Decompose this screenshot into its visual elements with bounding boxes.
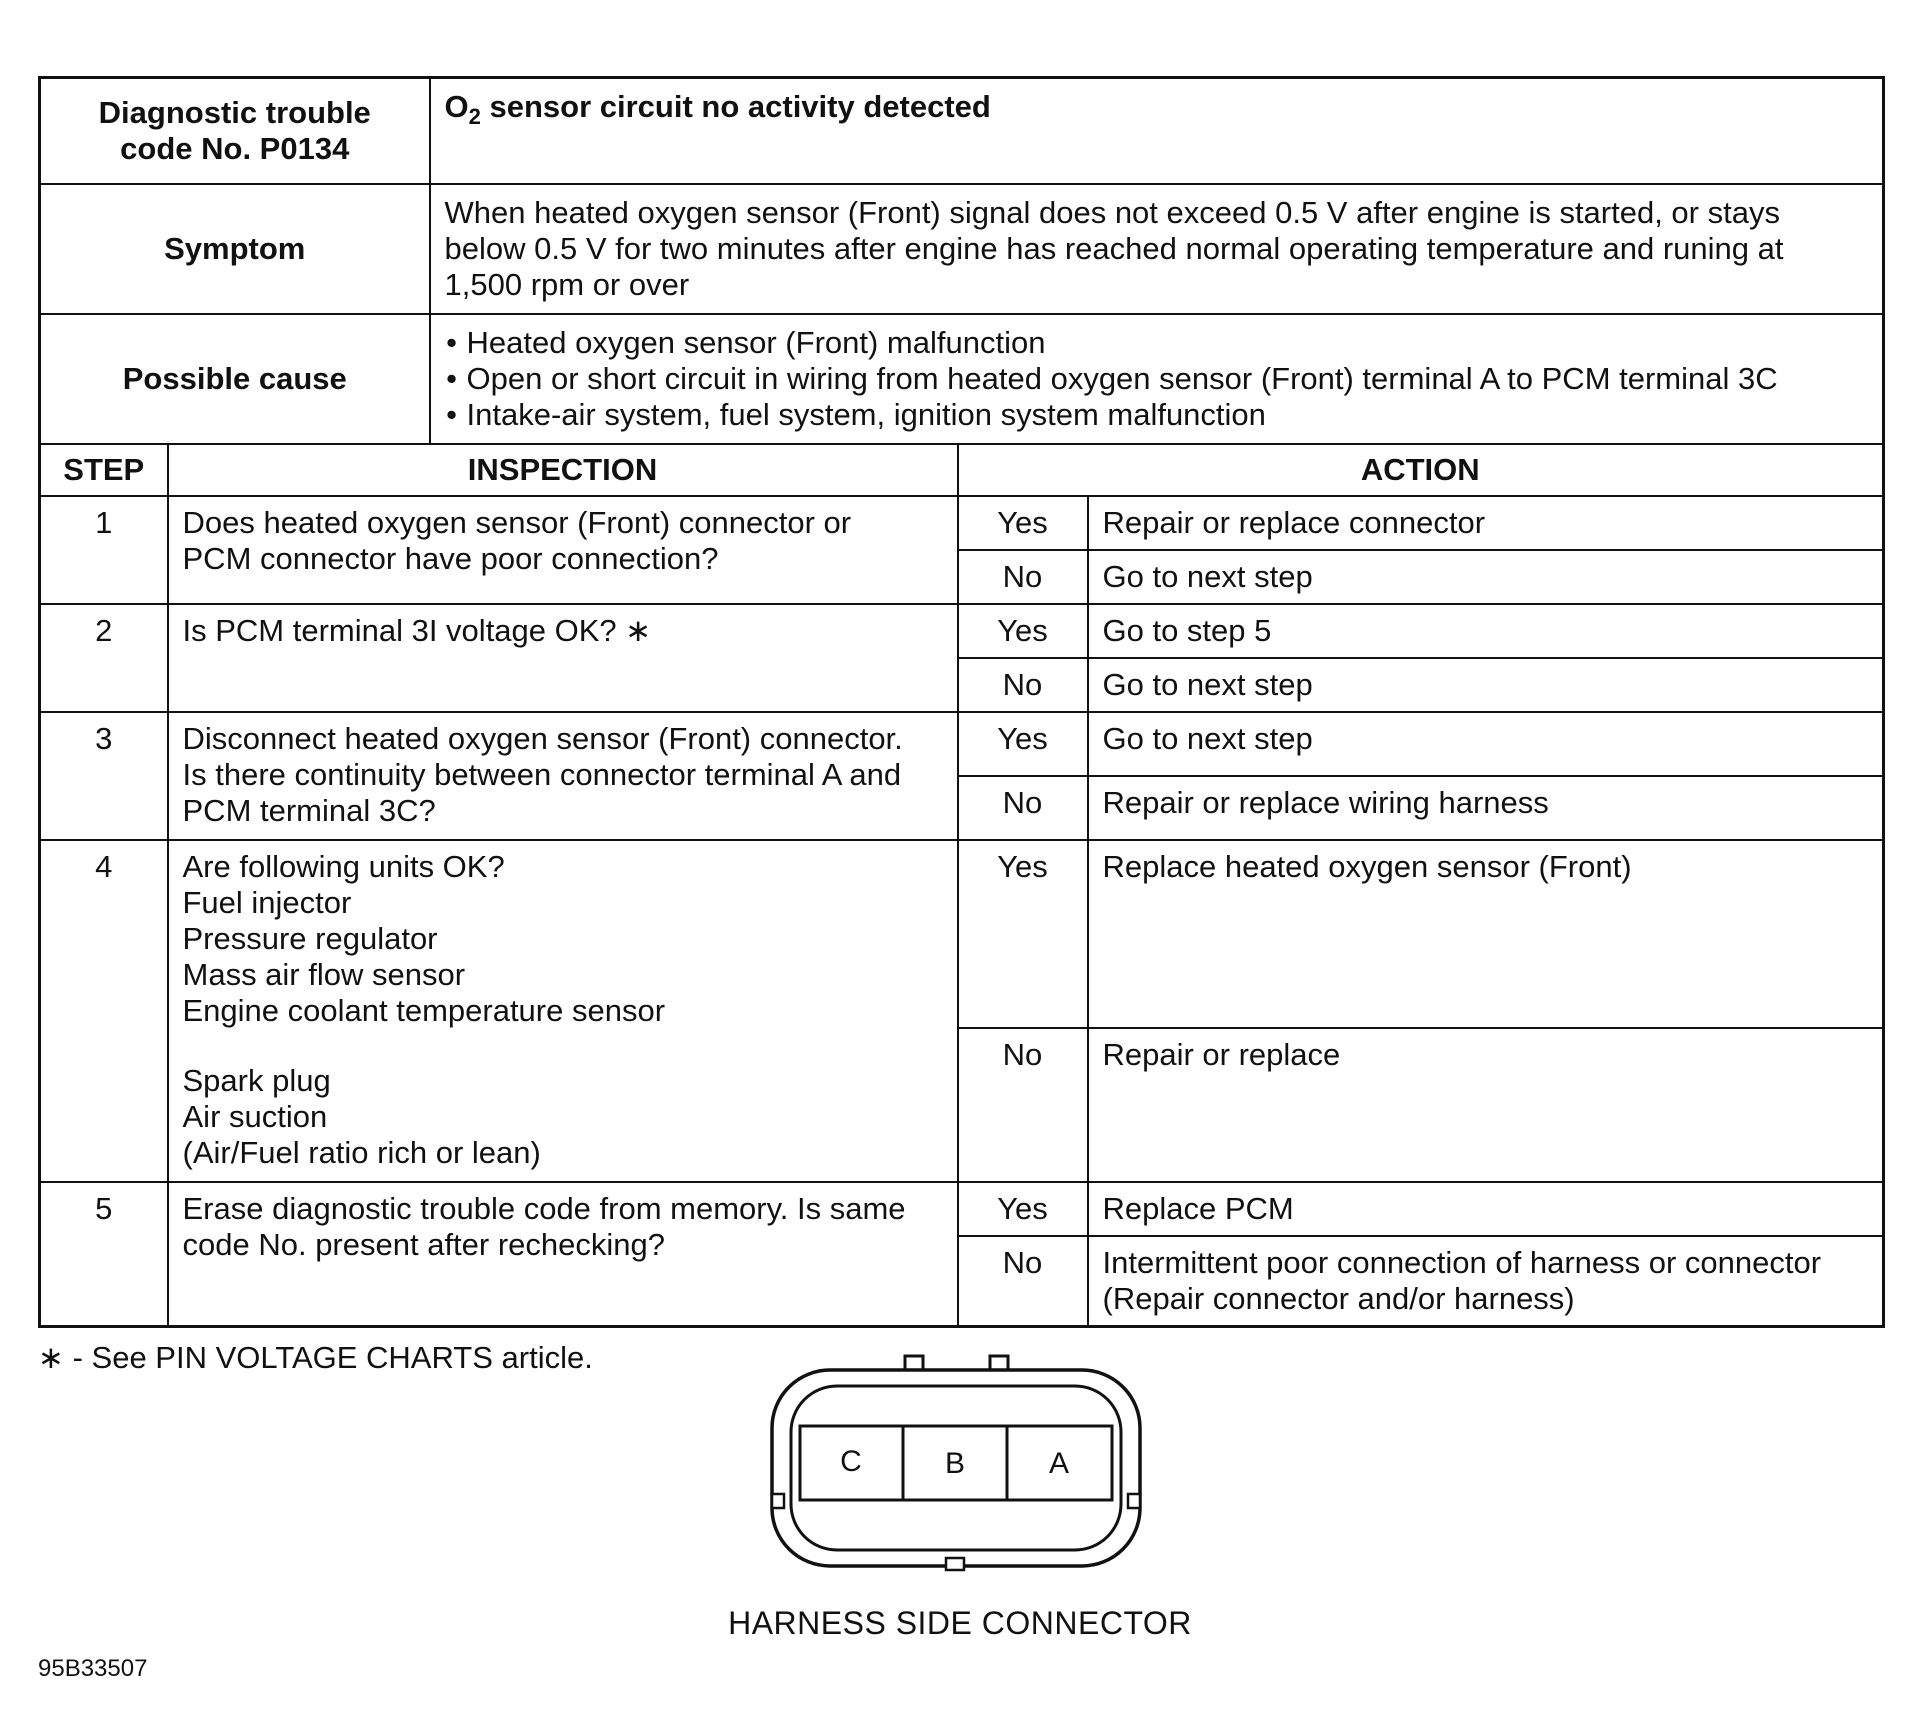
cause-item: • Intake-air system, fuel system, ignition system malfunction bbox=[437, 397, 1869, 433]
inspection-line: PCM terminal 3C? bbox=[182, 792, 436, 828]
terminal-b-label: B bbox=[944, 1447, 966, 1480]
no-label: No bbox=[958, 776, 1088, 840]
step-number: 1 bbox=[40, 496, 168, 604]
step-number: 3 bbox=[40, 712, 168, 840]
cause-item: • Open or short circuit in wiring from heated oxygen sensor (Front) terminal A to PCM terminal 3C bbox=[437, 361, 1869, 397]
yes-action: Replace PCM bbox=[1088, 1182, 1884, 1236]
diagnostic-table bbox=[38, 76, 1885, 1328]
symptom-text: When heated oxygen sensor (Front) signal does not exceed 0.5 V after engine is started, or stays below 0.5 V for two minutes after engine has reached normal operating temperature and runing at 1,500 rpm or over bbox=[430, 184, 1884, 314]
step-row bbox=[40, 1182, 1884, 1236]
inspection-line: Pressure regulator bbox=[182, 920, 438, 956]
dtc-title-subscript: 2 bbox=[468, 104, 481, 130]
step-column-header: STEP bbox=[40, 444, 168, 496]
no-action bbox=[1088, 1236, 1884, 1327]
inspection-line: Erase diagnostic trouble code from memory. Is same bbox=[182, 1190, 906, 1226]
inspection-line: Is there continuity between connector terminal A and bbox=[182, 756, 902, 792]
inspection-line: Fuel injector bbox=[182, 884, 352, 920]
yes-label: Yes bbox=[958, 496, 1088, 550]
step-inspection bbox=[168, 604, 958, 712]
cause-row bbox=[40, 314, 1884, 444]
action-line: Intermittent poor connection of harness or connector bbox=[1102, 1244, 1822, 1280]
connector-caption: HARNESS SIDE CONNECTOR bbox=[728, 1605, 1192, 1641]
terminal-a-label: A bbox=[1048, 1447, 1070, 1480]
no-label: No bbox=[958, 1028, 1088, 1182]
step-row bbox=[40, 840, 1884, 1028]
connector-svg bbox=[755, 1340, 1155, 1580]
dtc-title bbox=[430, 78, 1884, 184]
no-label: No bbox=[958, 550, 1088, 604]
no-action: Repair or replace wiring harness bbox=[1088, 776, 1884, 840]
cause-list-cell bbox=[430, 314, 1884, 444]
dtc-title-rest: sensor circuit no activity detected bbox=[480, 89, 991, 124]
yes-label: Yes bbox=[958, 712, 1088, 776]
connector-bottom-key bbox=[946, 1558, 964, 1570]
diagnostic-page bbox=[38, 76, 1882, 1328]
no-action: Go to next step bbox=[1088, 658, 1884, 712]
figure-id: 95B33507 bbox=[38, 1655, 148, 1682]
inspection-line: Disconnect heated oxygen sensor (Front) connector. bbox=[182, 720, 903, 756]
step-row bbox=[40, 712, 1884, 776]
harness-connector-diagram bbox=[755, 1340, 1155, 1580]
step-inspection bbox=[168, 496, 958, 604]
step-number: 5 bbox=[40, 1182, 168, 1327]
connector-side-notch bbox=[1128, 1494, 1140, 1508]
step-inspection bbox=[168, 840, 958, 1182]
inspection-line: Are following units OK? bbox=[182, 848, 505, 884]
terminal-c-label: C bbox=[840, 1445, 862, 1478]
no-label: No bbox=[958, 1236, 1088, 1327]
dtc-row bbox=[40, 78, 1884, 184]
no-action: Go to next step bbox=[1088, 550, 1884, 604]
inspection-column-header: INSPECTION bbox=[168, 444, 958, 496]
yes-action: Go to step 5 bbox=[1088, 604, 1884, 658]
symptom-label: Symptom bbox=[40, 184, 430, 314]
inspection-line: Is PCM terminal 3I voltage OK? ∗ bbox=[182, 612, 652, 648]
yes-action: Replace heated oxygen sensor (Front) bbox=[1088, 840, 1884, 1028]
step-number: 4 bbox=[40, 840, 168, 1182]
yes-label: Yes bbox=[958, 604, 1088, 658]
yes-action: Go to next step bbox=[1088, 712, 1884, 776]
connector-side-notch bbox=[772, 1494, 784, 1508]
footnote: ∗ - See PIN VOLTAGE CHARTS article. bbox=[38, 1340, 593, 1375]
symptom-row bbox=[40, 184, 1884, 314]
cause-item: • Heated oxygen sensor (Front) malfunction bbox=[437, 325, 1869, 361]
action-column-header: ACTION bbox=[958, 444, 1884, 496]
step-number: 2 bbox=[40, 604, 168, 712]
inspection-line: code No. present after rechecking? bbox=[182, 1226, 665, 1262]
inspection-line: Air suction bbox=[182, 1098, 328, 1134]
action-line: (Repair connector and/or harness) bbox=[1102, 1280, 1575, 1316]
no-action: Repair or replace bbox=[1088, 1028, 1884, 1182]
yes-action: Repair or replace connector bbox=[1088, 496, 1884, 550]
inspection-line: (Air/Fuel ratio rich or lean) bbox=[182, 1134, 541, 1170]
step-inspection bbox=[168, 1182, 958, 1327]
column-header-row bbox=[40, 444, 1884, 496]
step-row bbox=[40, 496, 1884, 550]
yes-label: Yes bbox=[958, 840, 1088, 1028]
inspection-gap bbox=[183, 1029, 943, 1063]
step-inspection bbox=[168, 712, 958, 840]
inspection-line: PCM connector have poor connection? bbox=[182, 540, 719, 576]
inspection-line: Mass air flow sensor bbox=[182, 956, 466, 992]
cause-list bbox=[431, 325, 1869, 433]
cause-label: Possible cause bbox=[40, 314, 430, 444]
dtc-title-prefix: O bbox=[444, 89, 469, 124]
yes-label: Yes bbox=[958, 1182, 1088, 1236]
inspection-line: Does heated oxygen sensor (Front) connector or bbox=[182, 504, 852, 540]
inspection-line: Engine coolant temperature sensor bbox=[182, 992, 666, 1028]
step-row bbox=[40, 604, 1884, 658]
no-label: No bbox=[958, 658, 1088, 712]
dtc-label: Diagnostic trouble code No. P0134 bbox=[40, 78, 430, 184]
inspection-line: Spark plug bbox=[182, 1062, 331, 1098]
